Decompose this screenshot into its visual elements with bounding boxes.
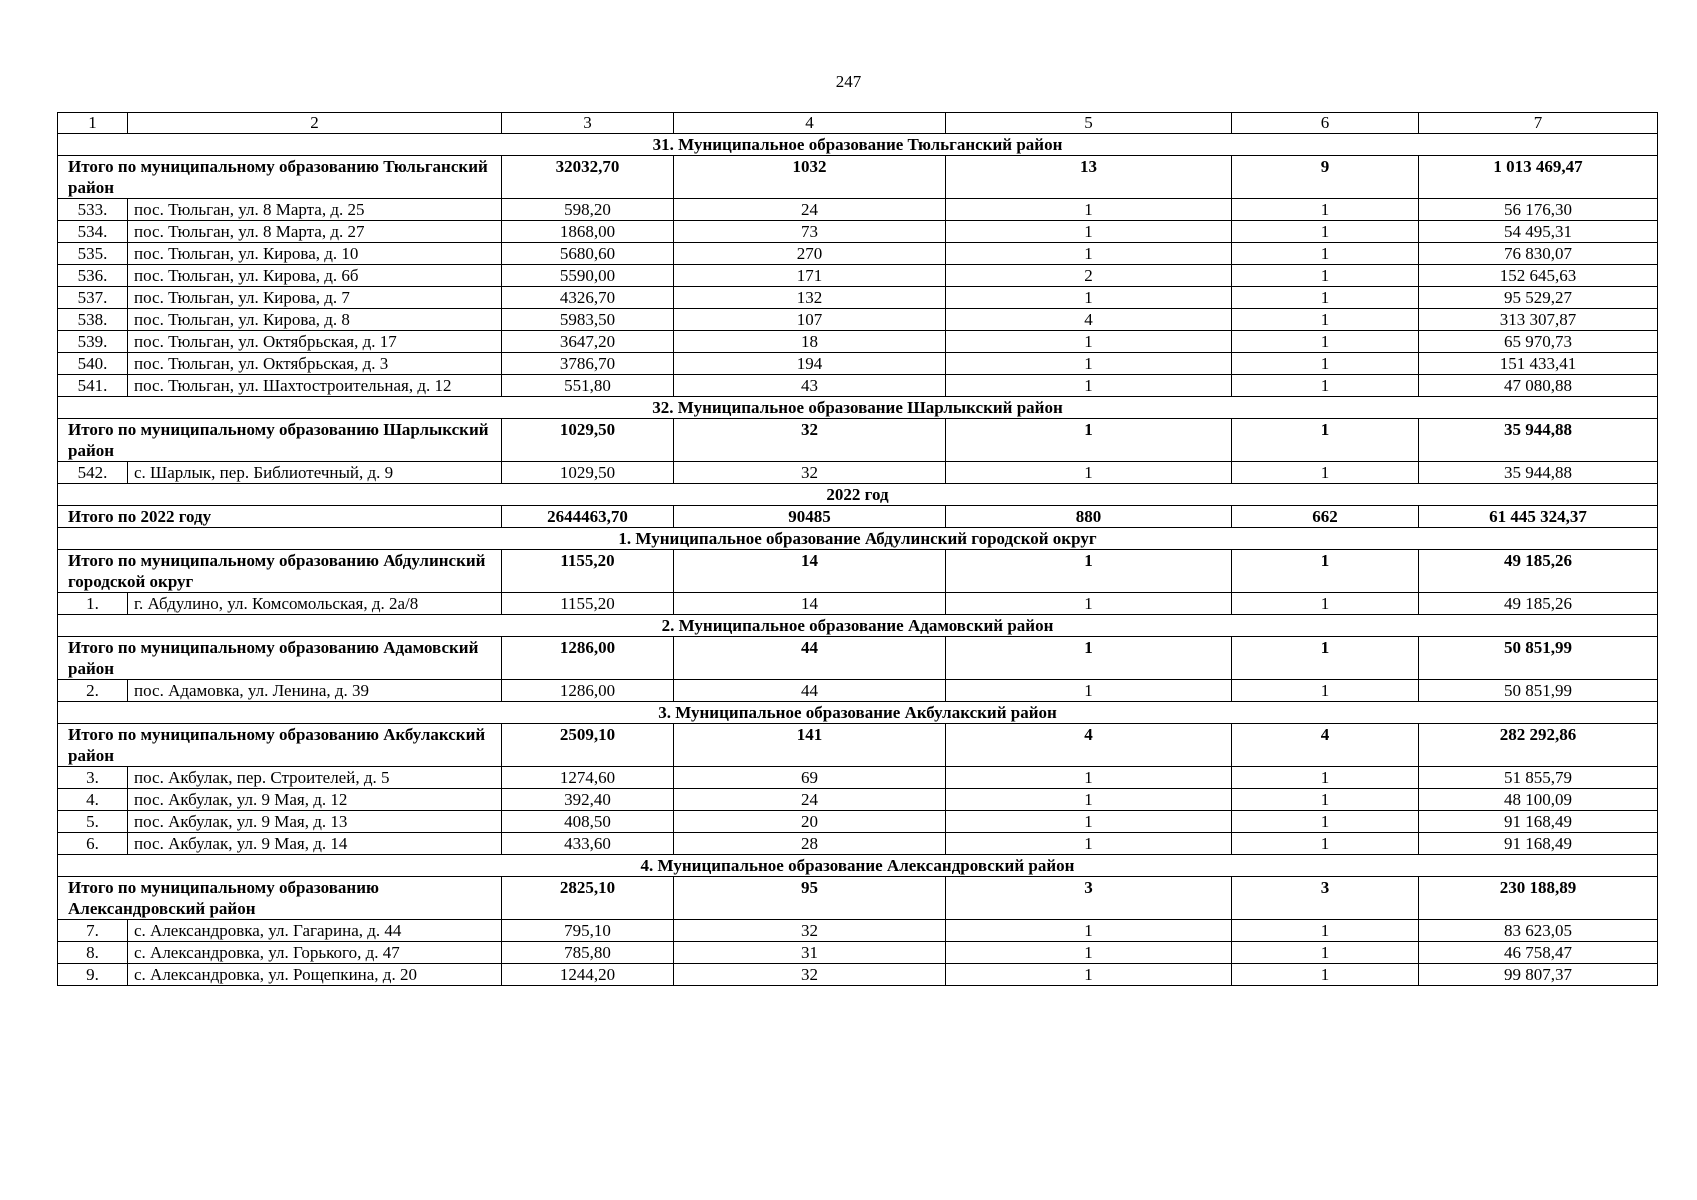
table-row bbox=[58, 942, 1658, 964]
cell-col5: 13 bbox=[946, 156, 1232, 199]
cell-cost: 91 168,49 bbox=[1419, 833, 1658, 855]
cell-address: с. Александровка, ул. Гагарина, д. 44 bbox=[128, 920, 502, 942]
cell-col6: 1 bbox=[1232, 375, 1419, 397]
cell-residents: 132 bbox=[674, 287, 946, 309]
cell-number: 7. bbox=[58, 920, 128, 942]
table-row bbox=[58, 767, 1658, 789]
subtotal-label: Итого по муниципальному образованию Александровский район bbox=[58, 877, 502, 920]
cell-number: 2. bbox=[58, 680, 128, 702]
cell-cost: 56 176,30 bbox=[1419, 199, 1658, 221]
data-table bbox=[57, 112, 1658, 986]
cell-col6: 1 bbox=[1232, 550, 1419, 593]
cell-col6: 1 bbox=[1232, 637, 1419, 680]
table-row bbox=[58, 811, 1658, 833]
cell-col5: 1 bbox=[946, 550, 1232, 593]
cell-address: пос. Тюльган, ул. Кирова, д. 8 bbox=[128, 309, 502, 331]
cell-area: 4326,70 bbox=[502, 287, 674, 309]
section-title: 4. Муниципальное образование Александровский район bbox=[58, 855, 1658, 877]
cell-number: 1. bbox=[58, 593, 128, 615]
cell-area: 1274,60 bbox=[502, 767, 674, 789]
cell-area: 1029,50 bbox=[502, 419, 674, 462]
cell-col5: 3 bbox=[946, 877, 1232, 920]
cell-cost: 83 623,05 bbox=[1419, 920, 1658, 942]
cell-col5: 1 bbox=[946, 920, 1232, 942]
section-header-row bbox=[58, 484, 1658, 506]
cell-cost: 76 830,07 bbox=[1419, 243, 1658, 265]
cell-col5: 1 bbox=[946, 353, 1232, 375]
cell-cost: 46 758,47 bbox=[1419, 942, 1658, 964]
cell-cost: 91 168,49 bbox=[1419, 811, 1658, 833]
table-row bbox=[58, 462, 1658, 484]
cell-col6: 1 bbox=[1232, 789, 1419, 811]
cell-area: 1244,20 bbox=[502, 964, 674, 986]
cell-cost: 313 307,87 bbox=[1419, 309, 1658, 331]
section-title: 2. Муниципальное образование Адамовский район bbox=[58, 615, 1658, 637]
subtotal-label: Итого по муниципальному образованию Адамовский район bbox=[58, 637, 502, 680]
cell-address: пос. Тюльган, ул. Кирова, д. 7 bbox=[128, 287, 502, 309]
cell-col6: 9 bbox=[1232, 156, 1419, 199]
cell-number: 541. bbox=[58, 375, 128, 397]
table-row bbox=[58, 353, 1658, 375]
cell-area: 1155,20 bbox=[502, 550, 674, 593]
cell-cost: 152 645,63 bbox=[1419, 265, 1658, 287]
column-header-row bbox=[58, 113, 1658, 134]
cell-cost: 51 855,79 bbox=[1419, 767, 1658, 789]
cell-number: 535. bbox=[58, 243, 128, 265]
cell-address: пос. Тюльган, ул. 8 Марта, д. 27 bbox=[128, 221, 502, 243]
cell-address: г. Абдулино, ул. Комсомольская, д. 2а/8 bbox=[128, 593, 502, 615]
cell-residents: 44 bbox=[674, 680, 946, 702]
cell-col6: 1 bbox=[1232, 419, 1419, 462]
cell-col6: 662 bbox=[1232, 506, 1419, 528]
cell-cost: 49 185,26 bbox=[1419, 550, 1658, 593]
table-row bbox=[58, 593, 1658, 615]
section-header-row bbox=[58, 397, 1658, 419]
cell-address: пос. Адамовка, ул. Ленина, д. 39 bbox=[128, 680, 502, 702]
cell-col5: 1 bbox=[946, 243, 1232, 265]
cell-cost: 35 944,88 bbox=[1419, 419, 1658, 462]
cell-residents: 31 bbox=[674, 942, 946, 964]
cell-residents: 90485 bbox=[674, 506, 946, 528]
cell-number: 534. bbox=[58, 221, 128, 243]
cell-col6: 1 bbox=[1232, 462, 1419, 484]
cell-area: 408,50 bbox=[502, 811, 674, 833]
table-row bbox=[58, 287, 1658, 309]
cell-residents: 43 bbox=[674, 375, 946, 397]
cell-number: 537. bbox=[58, 287, 128, 309]
cell-number: 6. bbox=[58, 833, 128, 855]
cell-col5: 1 bbox=[946, 375, 1232, 397]
table-row bbox=[58, 243, 1658, 265]
cell-residents: 141 bbox=[674, 724, 946, 767]
section-header-row bbox=[58, 528, 1658, 550]
cell-residents: 20 bbox=[674, 811, 946, 833]
cell-area: 3647,20 bbox=[502, 331, 674, 353]
cell-address: с. Александровка, ул. Рощепкина, д. 20 bbox=[128, 964, 502, 986]
subtotal-label: Итого по 2022 году bbox=[58, 506, 502, 528]
cell-residents: 24 bbox=[674, 789, 946, 811]
cell-residents: 73 bbox=[674, 221, 946, 243]
cell-number: 3. bbox=[58, 767, 128, 789]
cell-address: пос. Акбулак, ул. 9 Мая, д. 13 bbox=[128, 811, 502, 833]
table-row bbox=[58, 221, 1658, 243]
cell-residents: 18 bbox=[674, 331, 946, 353]
cell-col6: 1 bbox=[1232, 353, 1419, 375]
cell-cost: 48 100,09 bbox=[1419, 789, 1658, 811]
table-row bbox=[58, 833, 1658, 855]
cell-col6: 3 bbox=[1232, 877, 1419, 920]
cell-col5: 1 bbox=[946, 767, 1232, 789]
cell-col5: 1 bbox=[946, 789, 1232, 811]
subtotal-row bbox=[58, 419, 1658, 462]
subtotal-label: Итого по муниципальному образованию Шарлыкский район bbox=[58, 419, 502, 462]
table-row bbox=[58, 199, 1658, 221]
table-row bbox=[58, 789, 1658, 811]
cell-cost: 54 495,31 bbox=[1419, 221, 1658, 243]
cell-residents: 28 bbox=[674, 833, 946, 855]
cell-col5: 1 bbox=[946, 637, 1232, 680]
cell-number: 538. bbox=[58, 309, 128, 331]
column-header: 4 bbox=[674, 113, 946, 134]
section-title: 3. Муниципальное образование Акбулакский район bbox=[58, 702, 1658, 724]
cell-area: 32032,70 bbox=[502, 156, 674, 199]
cell-area: 2509,10 bbox=[502, 724, 674, 767]
cell-area: 1286,00 bbox=[502, 680, 674, 702]
cell-address: с. Шарлык, пер. Библиотечный, д. 9 bbox=[128, 462, 502, 484]
cell-cost: 282 292,86 bbox=[1419, 724, 1658, 767]
cell-residents: 32 bbox=[674, 419, 946, 462]
section-header-row bbox=[58, 855, 1658, 877]
cell-residents: 14 bbox=[674, 593, 946, 615]
cell-area: 5680,60 bbox=[502, 243, 674, 265]
table-row bbox=[58, 375, 1658, 397]
subtotal-row bbox=[58, 877, 1658, 920]
cell-col6: 1 bbox=[1232, 942, 1419, 964]
cell-residents: 69 bbox=[674, 767, 946, 789]
cell-cost: 95 529,27 bbox=[1419, 287, 1658, 309]
cell-col6: 1 bbox=[1232, 920, 1419, 942]
cell-residents: 44 bbox=[674, 637, 946, 680]
cell-address: пос. Тюльган, ул. Октябрьская, д. 17 bbox=[128, 331, 502, 353]
cell-residents: 95 bbox=[674, 877, 946, 920]
cell-residents: 32 bbox=[674, 920, 946, 942]
cell-address: пос. Акбулак, пер. Строителей, д. 5 bbox=[128, 767, 502, 789]
cell-area: 5983,50 bbox=[502, 309, 674, 331]
cell-area: 2825,10 bbox=[502, 877, 674, 920]
cell-col6: 1 bbox=[1232, 833, 1419, 855]
subtotal-label: Итого по муниципальному образованию Акбулакский район bbox=[58, 724, 502, 767]
cell-address: пос. Акбулак, ул. 9 Мая, д. 12 bbox=[128, 789, 502, 811]
cell-residents: 1032 bbox=[674, 156, 946, 199]
column-header: 3 bbox=[502, 113, 674, 134]
column-header: 6 bbox=[1232, 113, 1419, 134]
cell-col5: 1 bbox=[946, 199, 1232, 221]
cell-residents: 194 bbox=[674, 353, 946, 375]
cell-address: пос. Тюльган, ул. 8 Марта, д. 25 bbox=[128, 199, 502, 221]
subtotal-row bbox=[58, 637, 1658, 680]
cell-address: пос. Акбулак, ул. 9 Мая, д. 14 bbox=[128, 833, 502, 855]
table-row bbox=[58, 964, 1658, 986]
cell-cost: 61 445 324,37 bbox=[1419, 506, 1658, 528]
cell-col5: 1 bbox=[946, 942, 1232, 964]
cell-area: 1029,50 bbox=[502, 462, 674, 484]
cell-number: 542. bbox=[58, 462, 128, 484]
cell-residents: 32 bbox=[674, 964, 946, 986]
cell-cost: 99 807,37 bbox=[1419, 964, 1658, 986]
cell-cost: 230 188,89 bbox=[1419, 877, 1658, 920]
cell-col5: 1 bbox=[946, 462, 1232, 484]
cell-col5: 1 bbox=[946, 833, 1232, 855]
cell-cost: 50 851,99 bbox=[1419, 637, 1658, 680]
cell-col5: 880 bbox=[946, 506, 1232, 528]
cell-area: 3786,70 bbox=[502, 353, 674, 375]
table-row bbox=[58, 331, 1658, 353]
section-header-row bbox=[58, 702, 1658, 724]
cell-area: 392,40 bbox=[502, 789, 674, 811]
cell-number: 5. bbox=[58, 811, 128, 833]
cell-number: 540. bbox=[58, 353, 128, 375]
page-number: 247 bbox=[835, 72, 862, 91]
cell-number: 9. bbox=[58, 964, 128, 986]
cell-cost: 47 080,88 bbox=[1419, 375, 1658, 397]
cell-area: 1286,00 bbox=[502, 637, 674, 680]
cell-residents: 14 bbox=[674, 550, 946, 593]
cell-residents: 270 bbox=[674, 243, 946, 265]
cell-area: 433,60 bbox=[502, 833, 674, 855]
cell-number: 533. bbox=[58, 199, 128, 221]
cell-cost: 151 433,41 bbox=[1419, 353, 1658, 375]
cell-area: 1155,20 bbox=[502, 593, 674, 615]
cell-col6: 1 bbox=[1232, 811, 1419, 833]
cell-col6: 1 bbox=[1232, 243, 1419, 265]
cell-cost: 1 013 469,47 bbox=[1419, 156, 1658, 199]
table-row bbox=[58, 920, 1658, 942]
cell-number: 536. bbox=[58, 265, 128, 287]
cell-cost: 65 970,73 bbox=[1419, 331, 1658, 353]
subtotal-label: Итого по муниципальному образованию Абдулинский городской округ bbox=[58, 550, 502, 593]
cell-area: 598,20 bbox=[502, 199, 674, 221]
column-header: 2 bbox=[128, 113, 502, 134]
cell-col6: 1 bbox=[1232, 199, 1419, 221]
cell-number: 8. bbox=[58, 942, 128, 964]
cell-residents: 107 bbox=[674, 309, 946, 331]
cell-address: с. Александровка, ул. Горького, д. 47 bbox=[128, 942, 502, 964]
cell-residents: 32 bbox=[674, 462, 946, 484]
cell-area: 795,10 bbox=[502, 920, 674, 942]
column-header: 1 bbox=[58, 113, 128, 134]
cell-col5: 1 bbox=[946, 964, 1232, 986]
cell-area: 785,80 bbox=[502, 942, 674, 964]
cell-col5: 2 bbox=[946, 265, 1232, 287]
cell-col6: 1 bbox=[1232, 287, 1419, 309]
subtotal-row bbox=[58, 506, 1658, 528]
cell-residents: 171 bbox=[674, 265, 946, 287]
cell-col5: 1 bbox=[946, 680, 1232, 702]
cell-cost: 35 944,88 bbox=[1419, 462, 1658, 484]
cell-col5: 4 bbox=[946, 724, 1232, 767]
column-header: 5 bbox=[946, 113, 1232, 134]
cell-col5: 1 bbox=[946, 419, 1232, 462]
table-row bbox=[58, 309, 1658, 331]
section-title: 1. Муниципальное образование Абдулинский городской округ bbox=[58, 528, 1658, 550]
cell-area: 5590,00 bbox=[502, 265, 674, 287]
cell-number: 4. bbox=[58, 789, 128, 811]
cell-cost: 49 185,26 bbox=[1419, 593, 1658, 615]
cell-col5: 1 bbox=[946, 331, 1232, 353]
cell-col6: 1 bbox=[1232, 221, 1419, 243]
cell-address: пос. Тюльган, ул. Кирова, д. 6б bbox=[128, 265, 502, 287]
cell-col6: 1 bbox=[1232, 593, 1419, 615]
section-header-row bbox=[58, 134, 1658, 156]
table-row bbox=[58, 680, 1658, 702]
cell-col6: 1 bbox=[1232, 331, 1419, 353]
section-title: 32. Муниципальное образование Шарлыкский район bbox=[58, 397, 1658, 419]
section-header-row bbox=[58, 615, 1658, 637]
section-title: 31. Муниципальное образование Тюльганский район bbox=[58, 134, 1658, 156]
cell-col5: 1 bbox=[946, 593, 1232, 615]
cell-address: пос. Тюльган, ул. Октябрьская, д. 3 bbox=[128, 353, 502, 375]
subtotal-row bbox=[58, 156, 1658, 199]
cell-address: пос. Тюльган, ул. Кирова, д. 10 bbox=[128, 243, 502, 265]
cell-col6: 1 bbox=[1232, 964, 1419, 986]
cell-col5: 1 bbox=[946, 811, 1232, 833]
cell-number: 539. bbox=[58, 331, 128, 353]
cell-col6: 1 bbox=[1232, 767, 1419, 789]
column-header: 7 bbox=[1419, 113, 1658, 134]
section-title: 2022 год bbox=[58, 484, 1658, 506]
cell-col5: 1 bbox=[946, 287, 1232, 309]
cell-address: пос. Тюльган, ул. Шахтостроительная, д. 12 bbox=[128, 375, 502, 397]
cell-area: 551,80 bbox=[502, 375, 674, 397]
cell-col6: 1 bbox=[1232, 309, 1419, 331]
table-row bbox=[58, 265, 1658, 287]
cell-area: 2644463,70 bbox=[502, 506, 674, 528]
subtotal-row bbox=[58, 724, 1658, 767]
cell-col6: 1 bbox=[1232, 680, 1419, 702]
cell-area: 1868,00 bbox=[502, 221, 674, 243]
subtotal-row bbox=[58, 550, 1658, 593]
cell-col5: 4 bbox=[946, 309, 1232, 331]
subtotal-label: Итого по муниципальному образованию Тюльганский район bbox=[58, 156, 502, 199]
cell-cost: 50 851,99 bbox=[1419, 680, 1658, 702]
cell-col6: 4 bbox=[1232, 724, 1419, 767]
cell-residents: 24 bbox=[674, 199, 946, 221]
cell-col6: 1 bbox=[1232, 265, 1419, 287]
cell-col5: 1 bbox=[946, 221, 1232, 243]
